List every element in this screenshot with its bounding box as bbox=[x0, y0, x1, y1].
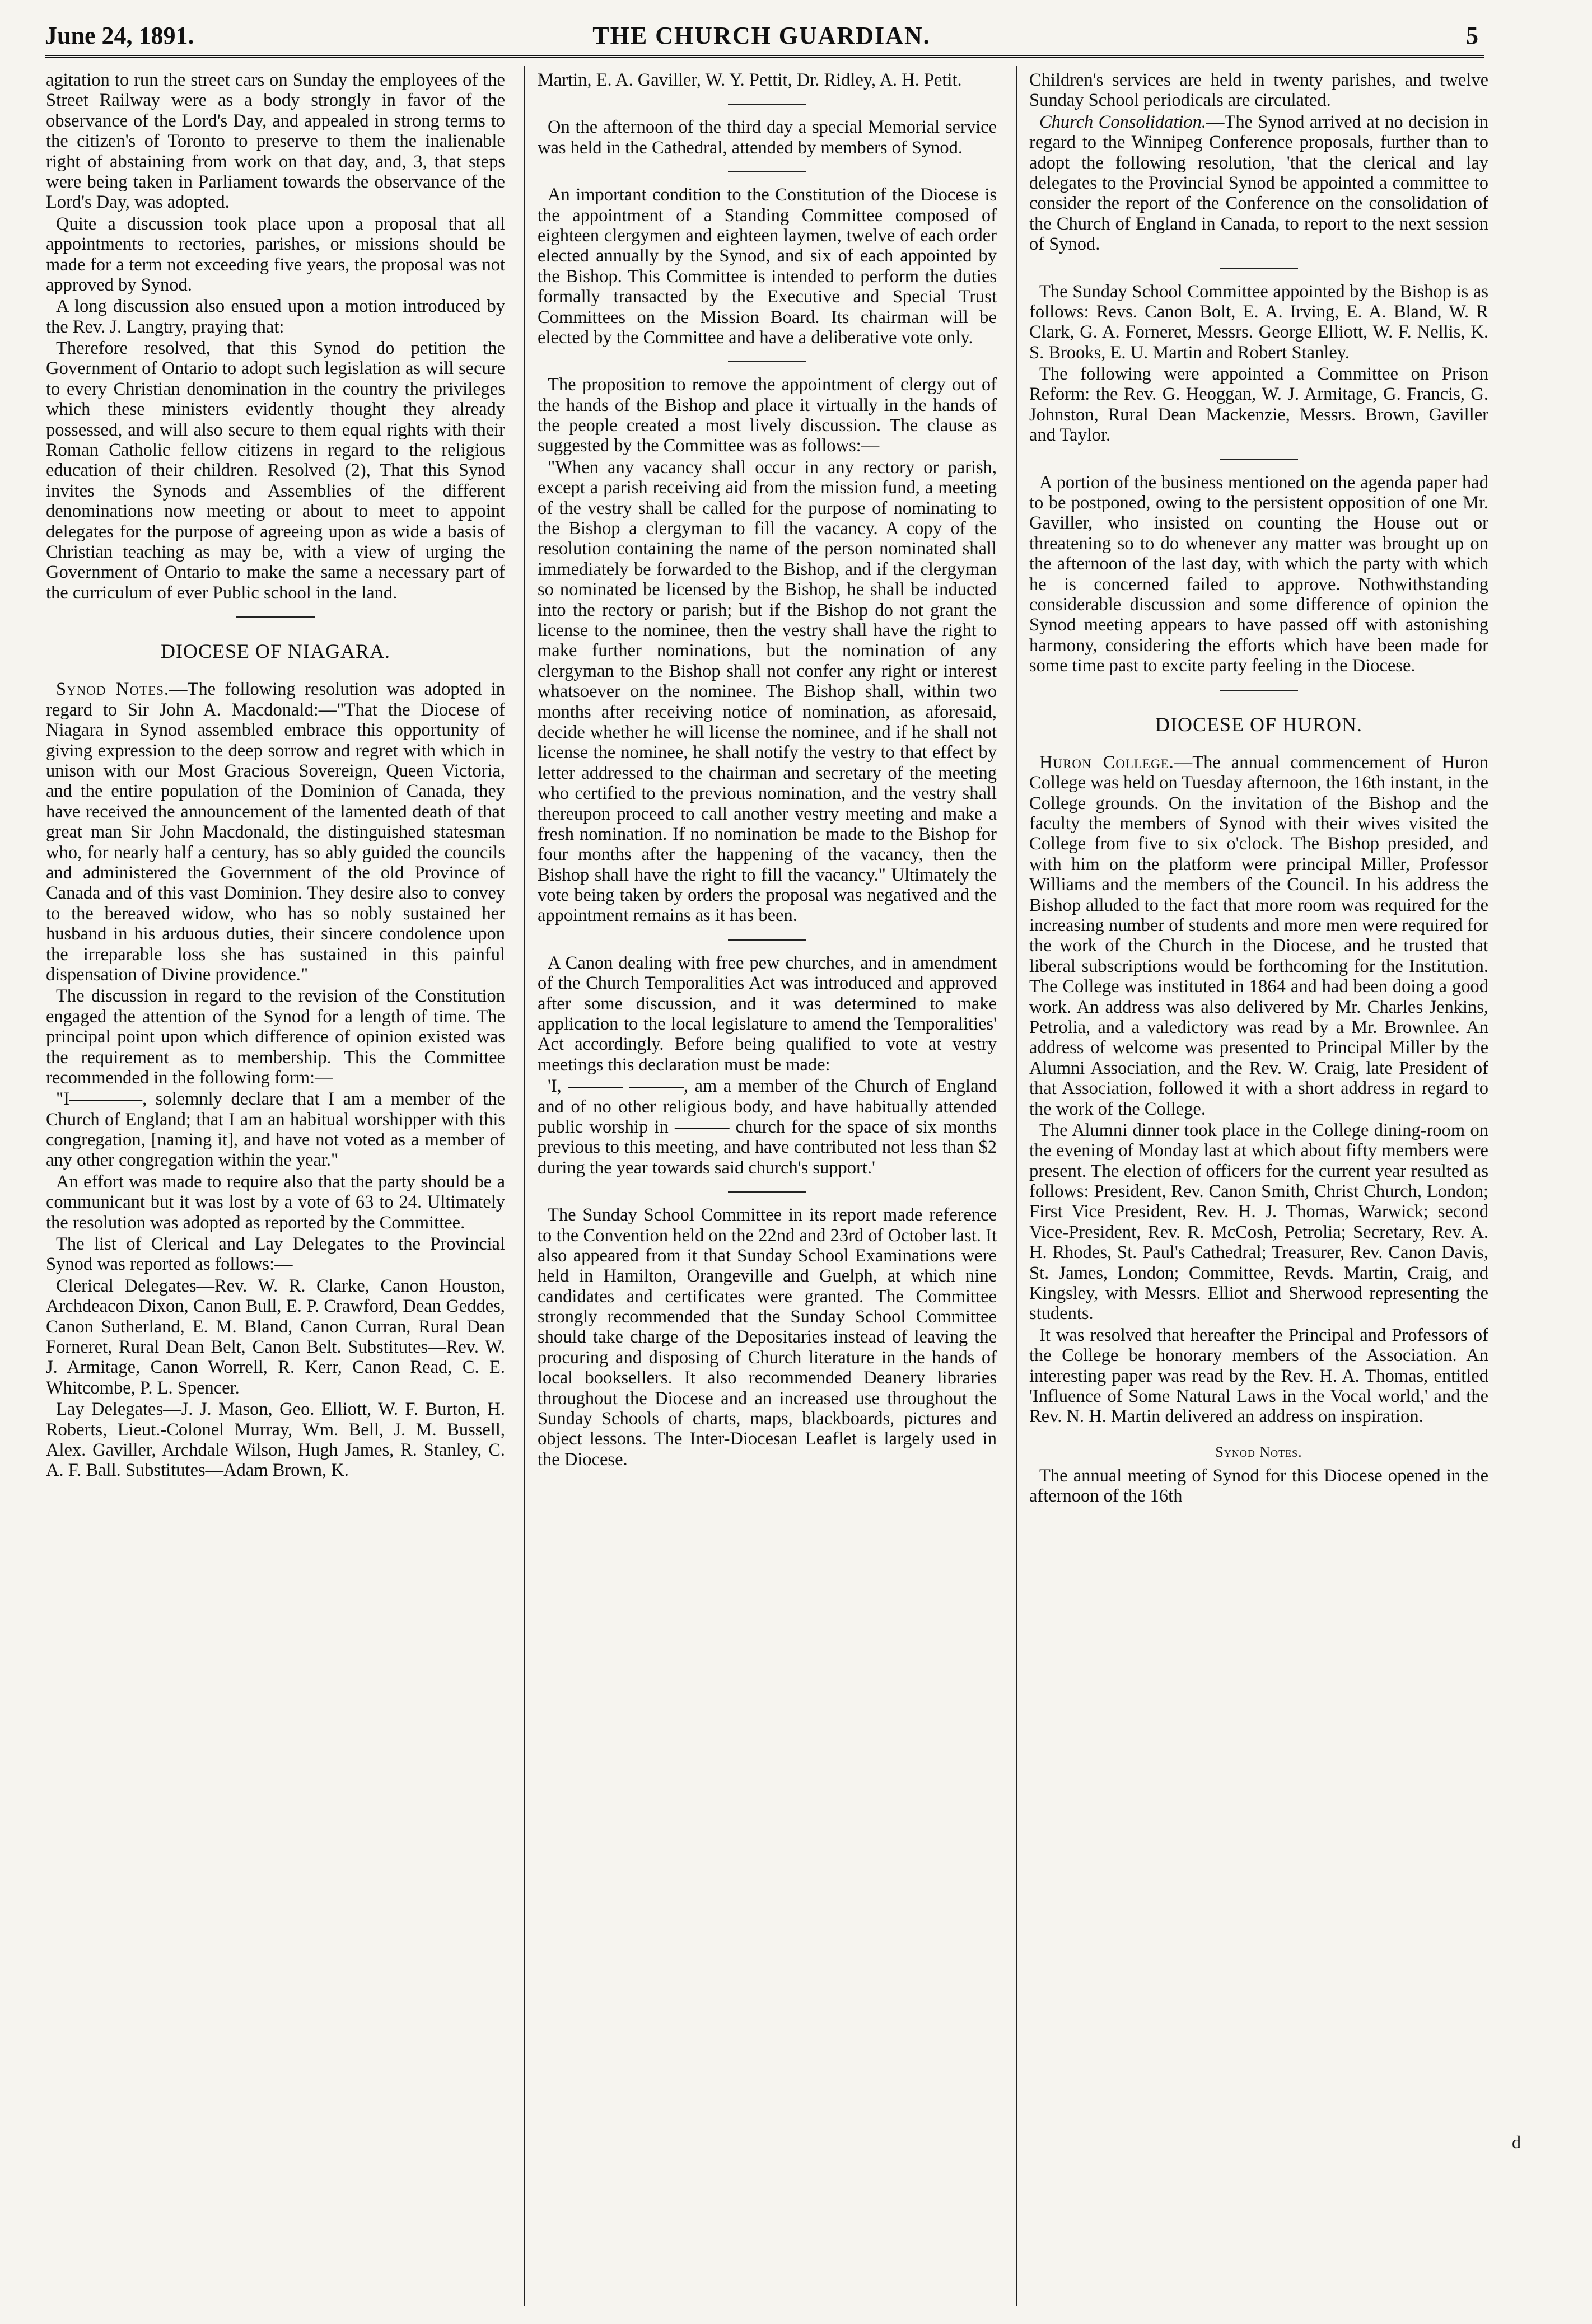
paragraph: The Sunday School Committee in its report made reference to the Convention held on the 22nd and 23rd of October last. It also appeared from it that Sunday School Examinations were held in Hamilton, Orangeville and Guelph, at which nine candidates and certificates were granted. The Committee strongly recommended that the Sunday School Committee should take charge of the Depositaries instead of leaving the procuring and disposing of Church literature in the hands of local booksellers. It also recommended Deanery libraries throughout the Diocese and an increased use throughout the Sunday Schools of charts, maps, blackboards, pictures and object lessons. The Inter-Diocesan Leaflet is largely used in the Diocese. bbox=[538, 1205, 997, 1470]
section-rule bbox=[728, 104, 806, 105]
paragraph: 'I, ——— ———, am a member of the Church of England and of no other religious body, and have habitually attended public worship in ——— church for the space of six months previous to this meeting, and have contributed not less than $2 during the year towards said church's support.' bbox=[538, 1076, 997, 1178]
masthead bbox=[45, 17, 1478, 56]
paragraph-text: —The following resolution was adopted in regard to Sir John A. Macdonald:—"That the Diocese of Niagara in Synod assembled embrace this opportunity of giving expression to the deep sorrow and regret with which in unison with our Most Gracious Sovereign, Queen Victoria, and the entire population of the Dominion of Canada, they have received the announcement of the lamented death of that great man Sir John Macdonald, the distinguished statesman who, for nearly half a century, has so ably guided the councils and administered the Government of the old Province of Canada and of this vast Dominion. They desire also to convey to the bereaved widow, who has so nobly sustained her husband in his arduous duties, their sincere condolence upon the irreparable loss she has sustained in this painful dispensation of Divine providence." bbox=[46, 679, 505, 985]
paragraph: A long discussion also ensued upon a motion introduced by the Rev. J. Langtry, praying that: bbox=[46, 296, 505, 337]
issue-date: June 24, 1891. bbox=[45, 22, 194, 49]
section-heading-huron: DIOCESE OF HURON. bbox=[1155, 713, 1363, 736]
newspaper-title: THE CHURCH GUARDIAN. bbox=[592, 22, 931, 49]
paragraph: A Canon dealing with free pew churches, and in amendment of the Church Temporalities Act was introduced and approved after some discussion, and it was determined to make application to the local legislature to amend the Temporalities' Act accordingly. Before being qualified to vote at vestry meetings this declaration must be made: bbox=[538, 952, 997, 1075]
paragraph-text: —The Synod arrived at no decision in regard to the Winnipeg Conference proposals, further than to adopt the following resolution, 'that the clerical and lay delegates to the Provincial Synod be appointed a committee to consider the report of the Conference on the consolidation of the Church of England in Canada, to report to the next session of Synod. bbox=[1029, 111, 1488, 255]
section-rule bbox=[728, 361, 806, 362]
paragraph: The annual meeting of Synod for this Diocese opened in the afternoon of the 16th bbox=[1029, 1465, 1488, 1507]
paragraph: Clerical Delegates—Rev. W. R. Clarke, Canon Houston, Archdeacon Dixon, Canon Bull, E. P. Crawford, Dean Geddes, Canon Sutherland, E. M. Bland, Canon Curran, Rural Dean Forneret, Rural Dean Belt, Canon Belt. Substitutes—Rev. W. J. Armitage, Canon Worrell, R. Kerr, Canon Read, C. E. Whitcombe, P. L. Spencer. bbox=[46, 1275, 505, 1398]
section-rule bbox=[1220, 690, 1298, 691]
column-divider bbox=[1016, 66, 1017, 2306]
paragraph: A portion of the business mentioned on the agenda paper had to be postponed, owing to the persistent opposition of one Mr. Gaviller, who insisted on counting the House out or threatening so to do whenever any matter was brought up on the afternoon of the last day, with which the party with which he is concerned failed to approve. Nothwithstanding considerable discussion and some difference of opinion the Synod meeting appears to have passed off with astonishing harmony, considering the efforts which have been made for some time past to excite party feeling in the Diocese. bbox=[1029, 472, 1488, 676]
subheading-synod-notes: Synod Notes. bbox=[1215, 1443, 1302, 1460]
section-rule bbox=[728, 939, 806, 941]
paragraph: The discussion in regard to the revision of the Constitution engaged the attention of the Synod for a length of time. The principal point upon which difference of opinion existed was the requirement as to membership. This the Committee recommended in the following form:— bbox=[46, 986, 505, 1088]
paragraph: Quite a discussion took place upon a proposal that all appointments to rectories, parishes, or missions should be made for a term not exceeding five years, the proposal was not approved by Synod. bbox=[46, 213, 505, 295]
paragraph bbox=[1029, 752, 1488, 1119]
paragraph: It was resolved that hereafter the Principal and Professors of the College be honorary members of the Association. An interesting paper was read by the Rev. H. A. Thomas, entitled 'Influence of Some Natural Laws in the Vocal world,' and the Rev. N. H. Martin delivered an address on inspiration. bbox=[1029, 1325, 1488, 1427]
section-rule bbox=[1220, 268, 1298, 269]
paragraph: The Sunday School Committee appointed by the Bishop is as follows: Revs. Canon Bolt, E. A. Irving, E. A. Bland, W. R Clark, G. A. Forneret, Messrs. George Elliott, W. F. Nellis, K. S. Brooks, E. U. Martin and Robert Stanley. bbox=[1029, 281, 1488, 363]
run-in-heading: Synod Notes. bbox=[56, 679, 169, 700]
paragraph: agitation to run the street cars on Sunday the employees of the Street Railway were as a body strongly in favor of the observance of the Lord's Day, and appealed in strong terms to the citizen's of Toronto to preserve to them the inalienable right of abstaining from work on that day, and, 3, that steps were being taken in Parliament towards the observance of the Lord's Day, was adopted. bbox=[46, 70, 505, 213]
paragraph: The proposition to remove the appointment of clergy out of the hands of the Bishop and place it virtually in the hands of the people created a most lively discussion. The clause as suggested by the Committee was as follows:— bbox=[538, 375, 997, 456]
paragraph bbox=[1029, 112, 1488, 255]
section-rule bbox=[1220, 459, 1298, 460]
paragraph: An important condition to the Constitution of the Diocese is the appointment of a Standing Committee composed of eighteen clergymen and eighteen laymen, twelve of each order elected annually by the Synod, and six of each appointed by the Bishop. This Committee is intended to perform the duties formally transacted by the Executive and Special Trust Committees on the Mission Board. Its chairman will be elected by the Committee and have a deliberative vote only. bbox=[538, 185, 997, 348]
column-1 bbox=[46, 70, 505, 2304]
run-in-heading: Huron College. bbox=[1039, 752, 1174, 773]
section-rule bbox=[728, 1191, 806, 1193]
header-rule bbox=[45, 55, 1484, 58]
column-divider bbox=[524, 66, 525, 2306]
paragraph: The list of Clerical and Lay Delegates to the Provincial Synod was reported as follows:— bbox=[46, 1234, 505, 1275]
run-in-heading: Church Consolidation. bbox=[1039, 111, 1206, 132]
margin-mark: d bbox=[1512, 2132, 1521, 2152]
paragraph: An effort was made to require also that the party should be a communicant but it was lost by a vote of 63 to 24. Ultimately the resolution was adopted as reported by the Committee. bbox=[46, 1171, 505, 1233]
paragraph: On the afternoon of the third day a special Memorial service was held in the Cathedral, attended by members of Synod. bbox=[538, 117, 997, 158]
paragraph: Therefore resolved, that this Synod do petition the Government of Ontario to adopt such legislation as will secure to every Christian denomination in the country the privileges which these ministers evidently thought they already possessed, and will also secure to them equal rights with their Roman Catholic fellow citizens in regard to the religious education of their children. Resolved (2), That this Synod invites the Synods and Assemblies of the different denominations now meeting or about to meet to appoint delegates for the purpose of agreeing upon as wide a basis of Christian teaching as may be, with a view of urging the Government of Ontario to make the same a necessary part of the curriculum of ever Public school in the land. bbox=[46, 338, 505, 603]
section-heading-niagara: DIOCESE OF NIAGARA. bbox=[160, 640, 390, 663]
section-rule bbox=[236, 616, 315, 618]
paragraph-text: —The annual commencement of Huron College was held on Tuesday afternoon, the 16th instant, in the College grounds. On the invitation of the Bishop and the faculty the members of Synod with their wives visited the College from five to six o'clock. The Bishop presided, and with him on the platform were principal Miller, Professor Williams and the members of the Council. In his address the Bishop alluded to the fact that more room was required for the increasing number of students and more men were required for the work of the Church in the Diocese, and he trusted that liberal subscriptions would be forthcoming for the Institution. The College was instituted in 1864 and had been doing a good work. An address was also delivered by Mr. Charles Jenkins, Petrolia, and a valedictory was read by a Mr. Brownlee. An address of welcome was presented to Principal Miller by the Alumni Association, and the Rev. W. Craig, late President of that Association, followed it with a short address in regard to the work of the College. bbox=[1029, 752, 1488, 1119]
paragraph: The following were appointed a Committee on Prison Reform: the Rev. G. Heoggan, W. J. Armitage, G. Francis, G. Johnston, Rural Dean Mackenzie, Messrs. Brown, Gaviller and Taylor. bbox=[1029, 364, 1488, 446]
column-3 bbox=[1029, 70, 1488, 2304]
paragraph bbox=[46, 679, 505, 985]
paragraph: Lay Delegates—J. J. Mason, Geo. Elliott, W. F. Burton, H. Roberts, Lieut.-Colonel Murray, Wm. Bell, J. M. Bussell, Alex. Gaviller, Archdale Wilson, Hugh James, R. Stanley, C. A. F. Ball. Substitutes—Adam Brown, K. bbox=[46, 1399, 505, 1481]
page-number: 5 bbox=[1466, 22, 1478, 49]
section-rule bbox=[728, 171, 806, 172]
paragraph: "When any vacancy shall occur in any rectory or parish, except a parish receiving aid from the mission fund, a meeting of the vestry shall be called for the purpose of nominating to the Bishop a clergyman to fill the vacancy. A copy of the resolution containing the name of the person nominated shall immediately be forwarded to the Bishop, and if the clergyman so nominated be licensed by the Bishop, he shall be inducted into the rectory or parish; but if the Bishop do not grant the license to the nominee, then the vestry shall have the right to make further nominations, but the nomination of any clergyman to the Bishop shall not confer any right or interest whatsoever on the nominee. The Bishop shall, within two months after receiving notice of nomination, as aforesaid, decide whether he will license the nominee, and if he shall not license the nominee, he shall notify the vestry to that effect by letter addressed to the chairman and secretary of the meeting who certified to the previous nomination, and the vestry shall thereupon proceed to call another vestry meeting and make a fresh nomination. If no nomination be made to the Bishop for four months after the happening of the vacancy, then the Bishop shall have the right to fill the vacancy." Ultimately the vote being taken by orders the proposal was negatived and the appointment remains as it has been. bbox=[538, 457, 997, 926]
paragraph: Martin, E. A. Gaviller, W. Y. Pettit, Dr. Ridley, A. H. Petit. bbox=[538, 70, 962, 90]
column-2 bbox=[538, 70, 997, 2304]
paragraph: Children's services are held in twenty parishes, and twelve Sunday School periodicals are circulated. bbox=[1029, 70, 1488, 111]
paragraph: "I————, solemnly declare that I am a member of the Church of England; that I am an habitual worshipper with this congregation, [naming it], and have not voted as a member of any other congregation within the year." bbox=[46, 1089, 505, 1171]
paragraph: The Alumni dinner took place in the College dining-room on the evening of Monday last at which about fifty members were present. The election of officers for the current year resulted as follows: President, Rev. Canon Smith, Christ Church, London; First Vice President, Rev. H. J. Thomas, Warwick; second Vice-President, Rev. R. McCosh, Petrolia; Secretary, Rev. A. H. Rhodes, St. Paul's Cathedral; Treasurer, Rev. Canon Davis, St. James, London; Committee, Revds. Martin, Craig, and Kingsley, with Messrs. Elliot and Sherwood representing the students. bbox=[1029, 1120, 1488, 1324]
